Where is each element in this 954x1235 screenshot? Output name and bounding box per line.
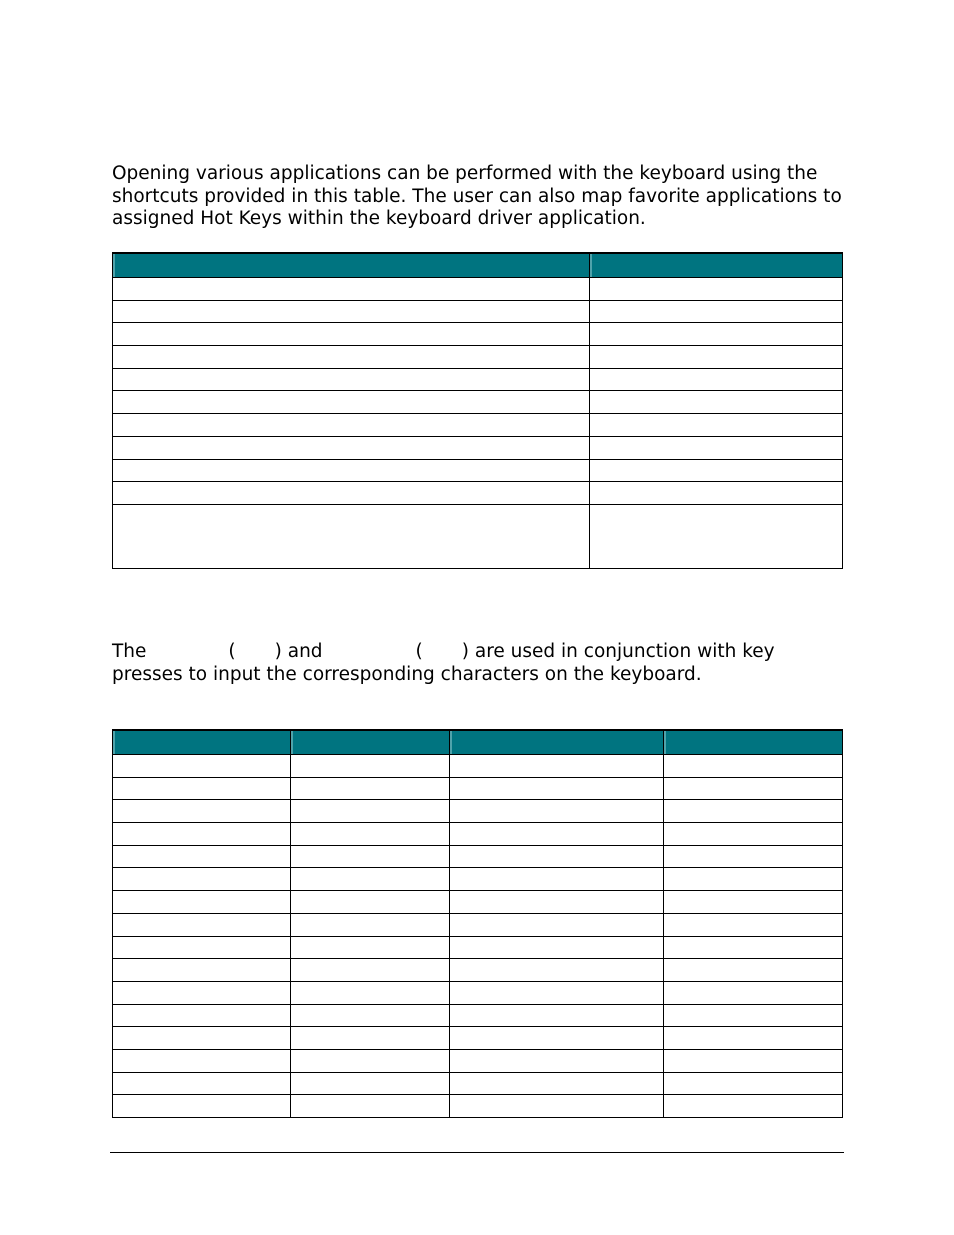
table-cell: [664, 868, 843, 891]
table-cell: [450, 936, 664, 959]
table-cell: [664, 755, 843, 778]
table-cell: [113, 823, 291, 846]
paragraph-text: ) are used in conjunction with key presses to input the corresponding characters on the keyboard.: [112, 641, 775, 685]
intro-paragraph: Opening various applications can be performed with the keyboard using the shortcuts provided in this table. The user can also map favorite applications to assigned Hot Keys within the keyboard driver application.: [112, 163, 842, 229]
column-header: [450, 730, 664, 755]
table-cell: [590, 368, 843, 391]
table-header-row: [113, 253, 843, 278]
table-row: [113, 504, 843, 568]
table-cell: [113, 1072, 291, 1095]
table-cell: [590, 482, 843, 505]
table-cell: [113, 1095, 291, 1118]
table-cell: [590, 414, 843, 437]
application-shortcuts-table: [112, 252, 843, 569]
table-cell: [113, 777, 291, 800]
table-row: [113, 959, 843, 982]
table-cell: [590, 323, 843, 346]
table-cell: [291, 891, 450, 914]
table-cell: [291, 800, 450, 823]
table-cell: [291, 936, 450, 959]
column-header: [664, 730, 843, 755]
table-cell: [113, 391, 590, 414]
table-cell: [664, 1049, 843, 1072]
table-cell: [450, 959, 664, 982]
paragraph-text: ) and: [274, 641, 323, 662]
table-cell: [113, 1049, 291, 1072]
table-row: [113, 436, 843, 459]
table-row: [113, 391, 843, 414]
table-cell: [291, 1004, 450, 1027]
table-cell: [113, 755, 291, 778]
table-cell: [113, 1027, 291, 1050]
table-cell: [664, 891, 843, 914]
table-cell: [590, 436, 843, 459]
table-row: [113, 891, 843, 914]
modifier-keys-paragraph: [112, 641, 842, 686]
table-cell: [291, 868, 450, 891]
paragraph-text: The: [112, 641, 147, 662]
table-row: [113, 1027, 843, 1050]
character-input-table: [112, 729, 843, 1118]
table-cell: [590, 391, 843, 414]
table-cell: [113, 278, 590, 301]
table-cell: [450, 1027, 664, 1050]
table-cell: [113, 346, 590, 369]
table-cell: [590, 346, 843, 369]
table-cell: [664, 913, 843, 936]
table-row: [113, 346, 843, 369]
table-cell: [450, 823, 664, 846]
table-cell: [664, 800, 843, 823]
table-cell: [113, 414, 590, 437]
table-cell: [450, 868, 664, 891]
table-cell: [291, 845, 450, 868]
table-cell: [113, 913, 291, 936]
table-cell: [113, 459, 590, 482]
column-header: [113, 730, 291, 755]
table-row: [113, 868, 843, 891]
table-cell: [450, 755, 664, 778]
table-cell: [450, 1095, 664, 1118]
table-row: [113, 459, 843, 482]
table-cell: [664, 777, 843, 800]
table-cell: [113, 981, 291, 1004]
paragraph-text: (: [415, 641, 423, 662]
table-cell: [291, 1027, 450, 1050]
table-row: [113, 823, 843, 846]
footer-rule: [110, 1152, 844, 1153]
table-cell: [291, 1072, 450, 1095]
table-cell: [590, 459, 843, 482]
table-cell: [450, 777, 664, 800]
table-cell: [113, 300, 590, 323]
table-cell: [291, 1049, 450, 1072]
table-cell: [664, 981, 843, 1004]
table-cell: [664, 1095, 843, 1118]
table-cell: [450, 891, 664, 914]
table-row: [113, 1049, 843, 1072]
table-cell: [291, 777, 450, 800]
paragraph-text: (: [228, 641, 236, 662]
table-cell: [291, 1095, 450, 1118]
table-header-row: [113, 730, 843, 755]
table-cell: [450, 1072, 664, 1095]
table-cell: [291, 823, 450, 846]
table-cell: [450, 1049, 664, 1072]
table-row: [113, 936, 843, 959]
table-cell: [113, 436, 590, 459]
table-cell: [113, 1004, 291, 1027]
table-row: [113, 845, 843, 868]
table-row: [113, 323, 843, 346]
table-cell: [113, 482, 590, 505]
table-row: [113, 755, 843, 778]
table-cell: [113, 936, 291, 959]
table-row: [113, 368, 843, 391]
table-row: [113, 300, 843, 323]
table-row: [113, 1072, 843, 1095]
table-cell: [664, 1027, 843, 1050]
table-cell: [590, 504, 843, 568]
column-header: [590, 253, 843, 278]
table-row: [113, 278, 843, 301]
table-cell: [450, 845, 664, 868]
table-cell: [113, 845, 291, 868]
table-cell: [590, 300, 843, 323]
column-header: [113, 253, 590, 278]
table-cell: [450, 913, 664, 936]
table-cell: [450, 1004, 664, 1027]
table-cell: [450, 981, 664, 1004]
table-row: [113, 482, 843, 505]
table-cell: [113, 891, 291, 914]
table-row: [113, 981, 843, 1004]
table-cell: [664, 823, 843, 846]
table-cell: [291, 755, 450, 778]
table-cell: [113, 959, 291, 982]
table-cell: [450, 800, 664, 823]
table-row: [113, 800, 843, 823]
table-cell: [291, 913, 450, 936]
table-cell: [664, 845, 843, 868]
table-cell: [664, 959, 843, 982]
table-cell: [113, 868, 291, 891]
table-row: [113, 913, 843, 936]
table-cell: [113, 800, 291, 823]
table-cell: [664, 1004, 843, 1027]
table-cell: [291, 981, 450, 1004]
table-cell: [664, 936, 843, 959]
table-row: [113, 777, 843, 800]
table-cell: [291, 959, 450, 982]
table-cell: [113, 323, 590, 346]
table-cell: [113, 368, 590, 391]
column-header: [291, 730, 450, 755]
table-row: [113, 1004, 843, 1027]
table-row: [113, 414, 843, 437]
table-cell: [664, 1072, 843, 1095]
table-row: [113, 1095, 843, 1118]
table-cell: [113, 504, 590, 568]
table-cell: [590, 278, 843, 301]
